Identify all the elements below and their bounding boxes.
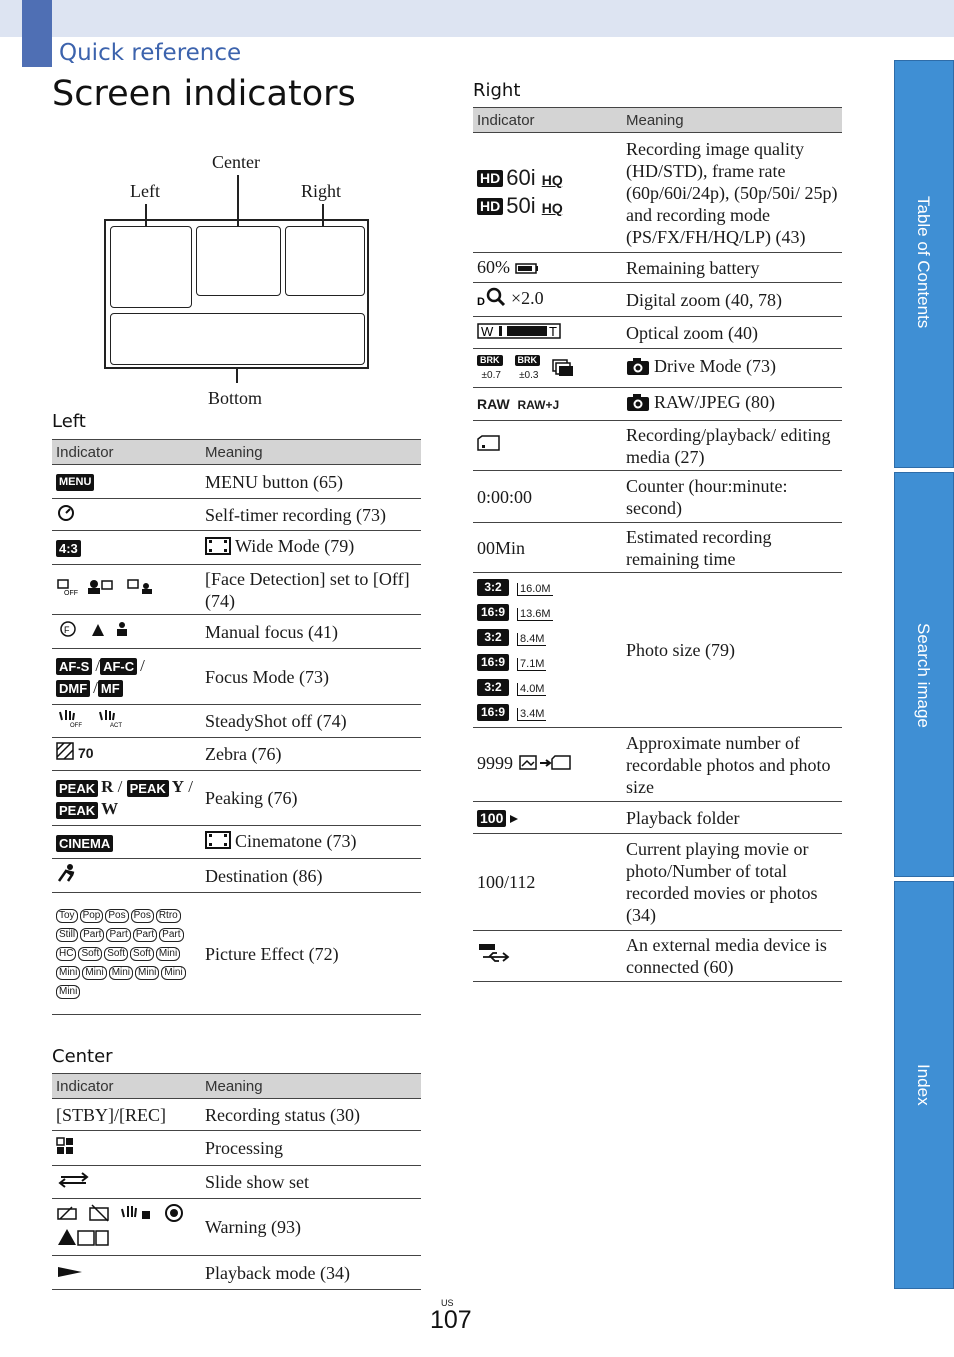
- indicator-cell: [STBY]/[REC]: [52, 1099, 201, 1131]
- picture-effect-icon: Still: [56, 928, 78, 942]
- diagram-label-right: Right: [301, 181, 342, 201]
- meaning-cell: Playback mode (34): [201, 1256, 421, 1290]
- peak-y-label: Y: [171, 777, 185, 796]
- table-row: AF-S / AF-C / DMF / MF Focus Mode (73): [52, 649, 421, 705]
- peak-badge: PEAK: [127, 780, 169, 797]
- camera-icon: [626, 392, 650, 417]
- picture-effect-icon: Toy: [56, 909, 78, 923]
- ratio-badge: 16:9: [477, 604, 509, 621]
- manual-focus-icon: [56, 619, 136, 645]
- raw-jpeg-label: RAW+J: [517, 397, 560, 412]
- tab-label: Search image: [914, 623, 933, 728]
- brk-badge: BRK: [515, 355, 541, 366]
- picture-effect-icon: Mini: [135, 966, 159, 980]
- meaning-cell: Estimated recording remaining time: [622, 523, 842, 573]
- table-row: [52, 1131, 421, 1166]
- frame-rate-50i: 50i: [506, 192, 536, 218]
- picture-effect-icon: Part: [80, 928, 104, 942]
- header-accent-block: [22, 0, 52, 67]
- hd-badge: HD: [477, 198, 503, 215]
- diagram-label-center: Center: [212, 152, 260, 172]
- battery-icon: [515, 257, 539, 279]
- meaning-cell: Cinematone (73): [235, 830, 357, 851]
- brk-badge: BRK: [477, 355, 503, 366]
- brk-value: ±0.7: [481, 370, 501, 382]
- table-row: [52, 499, 421, 531]
- zebra-icon: [56, 742, 74, 766]
- meaning-cell: Processing: [201, 1131, 421, 1166]
- table-row: [52, 1199, 421, 1256]
- usb-device-icon: [477, 943, 511, 970]
- meaning-header: Meaning: [622, 108, 842, 133]
- slideshow-icon: [56, 1171, 92, 1194]
- table-row: [473, 471, 842, 523]
- picture-effect-icon: HC: [56, 947, 76, 961]
- tab-label: Table of Contents: [914, 196, 933, 329]
- digital-zoom-value: ×2.0: [511, 287, 544, 308]
- ratio-badge: 3:2: [477, 679, 509, 696]
- playback-icon: [56, 1262, 84, 1284]
- table-row: [473, 253, 842, 283]
- meaning-cell: Approximate number of recordable photos and photo size: [622, 728, 842, 802]
- table-row: [473, 317, 842, 349]
- meaning-cell: Recording/playback/ editing media (27): [622, 421, 842, 471]
- table-row: [52, 531, 421, 565]
- memory-card-icon: [477, 435, 501, 458]
- table-row: [52, 738, 421, 771]
- table-row: [52, 465, 421, 499]
- ratio-badge: 3:2: [477, 579, 509, 596]
- picture-effect-icon: Mini: [56, 985, 80, 999]
- processing-icon: [56, 1137, 74, 1160]
- diagram-label-bottom: Bottom: [208, 388, 263, 408]
- indicator-header: Indicator: [52, 1074, 201, 1099]
- picture-effect-icon: Soft: [104, 947, 128, 961]
- picture-effect-icon: Pos: [131, 909, 154, 923]
- table-row: [473, 573, 842, 728]
- meaning-cell: [Face Detection] set to [Off] (74): [201, 565, 421, 615]
- photo-size-label: 13.6M: [517, 608, 553, 621]
- brk-value: ±0.3: [519, 370, 539, 382]
- picture-effect-icon: Soft: [130, 947, 154, 961]
- ratio-badge: 3:2: [477, 629, 509, 646]
- picture-effect-icon: Pop: [80, 909, 104, 923]
- meaning-cell: Remaining battery: [622, 253, 842, 283]
- meaning-cell: Peaking (76): [201, 771, 421, 826]
- indicator-cell: 100/112: [473, 834, 622, 931]
- diagram-area-left: [110, 226, 192, 308]
- table-row: [52, 1256, 421, 1290]
- tab-table-of-contents[interactable]: [894, 60, 954, 468]
- diagram-area-right: [285, 226, 365, 296]
- meaning-header: Meaning: [201, 1074, 421, 1099]
- table-row: [52, 826, 421, 859]
- frame-rate-60i: 60i: [506, 164, 536, 190]
- svg-text:W: W: [481, 323, 494, 339]
- table-row: [52, 705, 421, 738]
- header-band: [0, 0, 954, 37]
- picture-effect-icon: Mini: [56, 966, 80, 980]
- optical-zoom-bar: [477, 322, 561, 345]
- picture-effect-icon: Pos: [105, 909, 128, 923]
- table-row: [473, 388, 842, 421]
- diagram-area-center: [196, 226, 281, 296]
- photo-size-icons: [473, 573, 622, 728]
- mf-badge: MF: [98, 680, 123, 697]
- aspect-badge: 4:3: [56, 540, 81, 557]
- folder-badge: 100: [477, 810, 506, 827]
- peak-badge: PEAK: [56, 802, 98, 819]
- hq-label: HQ: [541, 171, 563, 188]
- table-row: [473, 523, 842, 573]
- right-table: [473, 107, 842, 982]
- svg-text:F: F: [64, 624, 70, 635]
- table-row: PEAK R / PEAK Y / PEAK W Peaking (76): [52, 771, 421, 826]
- table-row: [473, 834, 842, 931]
- menu-badge: MENU: [56, 474, 94, 491]
- page-number: 107: [430, 1306, 472, 1334]
- meaning-cell: An external media device is connected (60): [622, 931, 842, 982]
- meaning-cell: Warning (93): [201, 1199, 421, 1256]
- picture-effect-icon: Mini: [161, 966, 185, 980]
- picture-effect-icon: Soft: [78, 947, 102, 961]
- steadyshot-off-icon: [56, 708, 136, 734]
- peak-w-label: W: [101, 799, 119, 818]
- screen-diagram: [104, 219, 369, 369]
- peak-r-label: R: [101, 777, 114, 796]
- svg-text:ACT: ACT: [110, 723, 122, 728]
- dmf-badge: DMF: [56, 680, 90, 697]
- meaning-cell: Slide show set: [201, 1166, 421, 1199]
- table-row: [473, 728, 842, 802]
- meaning-cell: Playback folder: [622, 802, 842, 834]
- cinema-badge: CINEMA: [56, 835, 113, 852]
- table-row: [52, 615, 421, 649]
- meaning-cell: Picture Effect (72): [201, 893, 421, 1015]
- camera-icon: [626, 356, 650, 381]
- meaning-cell: MENU button (65): [201, 465, 421, 499]
- raw-label: RAW: [477, 395, 510, 412]
- indicator-cell: 00Min: [473, 523, 622, 573]
- leader-line-bottom: [236, 367, 238, 383]
- meaning-cell: Drive Mode (73): [654, 356, 776, 377]
- meaning-cell: Photo size (79): [622, 573, 842, 728]
- recordable-count: 9999: [477, 753, 513, 774]
- tab-search-image[interactable]: [894, 472, 954, 877]
- table-row: [473, 421, 842, 471]
- table-row: [473, 133, 842, 253]
- peak-badge: PEAK: [56, 780, 98, 797]
- photo-size-label: 4.0M: [517, 683, 546, 696]
- svg-text:OFF: OFF: [64, 589, 78, 597]
- af-c-badge: AF-C: [100, 658, 137, 675]
- table-row: [52, 893, 421, 1015]
- picture-effect-icons: [52, 893, 201, 1015]
- picture-effect-icon: Part: [106, 928, 130, 942]
- diagram-area-bottom: [110, 313, 365, 365]
- photo-size-label: 3.4M: [517, 708, 546, 721]
- picture-effect-icon: Rtro: [156, 909, 181, 923]
- left-table-title: Left: [52, 411, 86, 432]
- left-table: [52, 439, 421, 1015]
- meaning-cell: Recording status (30): [201, 1099, 421, 1131]
- indicator-header: Indicator: [473, 108, 622, 133]
- picture-effect-icon: Mini: [82, 966, 106, 980]
- center-table: [52, 1073, 421, 1290]
- table-row: [473, 802, 842, 834]
- picture-effect-icon: Part: [133, 928, 157, 942]
- svg-text:D: D: [477, 296, 485, 308]
- meaning-cell: Optical zoom (40): [622, 317, 842, 349]
- meaning-cell: Digital zoom (40, 78): [622, 283, 842, 317]
- ratio-badge: 16:9: [477, 704, 509, 721]
- picture-effect-icon: Mini: [156, 947, 180, 961]
- meaning-header: Meaning: [201, 440, 421, 465]
- table-row: [52, 565, 421, 615]
- meaning-cell: Recording image quality (HD/STD), frame rate (60p/60i/24p), (50p/50i/ 25p) and recording mode (PS/FX/FH/HQ/LP) (43): [622, 133, 842, 253]
- battery-percent: 60%: [477, 256, 510, 277]
- indicator-cell: 0:00:00: [473, 471, 622, 523]
- picture-effect-icon: Part: [159, 928, 183, 942]
- photo-size-label: 7.1M: [517, 658, 546, 671]
- face-detection-icon: [56, 577, 156, 603]
- meaning-cell: RAW/JPEG (80): [654, 392, 776, 413]
- meaning-cell: Wide Mode (79): [235, 536, 355, 557]
- meaning-cell: Destination (86): [201, 859, 421, 893]
- continuous-shoot-icon: [552, 359, 574, 377]
- table-row: [52, 859, 421, 893]
- indicator-header: Indicator: [52, 440, 201, 465]
- table-row: [473, 283, 842, 317]
- meaning-cell: Self-timer recording (73): [201, 499, 421, 531]
- table-row: [473, 931, 842, 982]
- table-row: [473, 349, 842, 388]
- meaning-cell: Manual focus (41): [201, 615, 421, 649]
- page-title: Screen indicators: [52, 74, 356, 114]
- hq-label: HQ: [541, 199, 563, 216]
- region-code: US: [441, 1298, 454, 1308]
- af-s-badge: AF-S: [56, 658, 92, 675]
- table-row: [52, 1099, 421, 1131]
- warning-icon: [56, 1203, 191, 1252]
- center-table-title: Center: [52, 1046, 113, 1067]
- film-icon: [205, 537, 231, 560]
- meaning-cell: SteadyShot off (74): [201, 705, 421, 738]
- table-row: [52, 1166, 421, 1199]
- section-label: Quick reference: [59, 40, 242, 66]
- meaning-cell: Counter (hour:minute: second): [622, 471, 842, 523]
- svg-text:OFF: OFF: [70, 723, 82, 728]
- tab-index[interactable]: [894, 881, 954, 1289]
- zebra-value: 70: [78, 744, 94, 761]
- right-table-title: Right: [473, 80, 521, 101]
- film-icon: [205, 831, 231, 854]
- photo-to-card-icon: [518, 754, 574, 777]
- hd-badge: HD: [477, 170, 503, 187]
- meaning-cell: Zebra (76): [201, 738, 421, 771]
- digital-zoom-icon: [477, 287, 507, 312]
- meaning-cell: Focus Mode (73): [201, 649, 421, 705]
- destination-icon: [56, 863, 78, 889]
- meaning-cell: Current playing movie or photo/Number of total recorded movies or photos (34): [622, 834, 842, 931]
- photo-size-label: 8.4M: [517, 633, 546, 646]
- tab-label: Index: [914, 1064, 933, 1106]
- self-timer-icon: [56, 503, 76, 527]
- play-arrow-icon: [509, 807, 519, 829]
- photo-size-label: 16.0M: [517, 583, 553, 596]
- diagram-label-left: Left: [130, 181, 160, 201]
- picture-effect-icon: Mini: [109, 966, 133, 980]
- ratio-badge: 16:9: [477, 654, 509, 671]
- svg-text:T: T: [549, 323, 557, 339]
